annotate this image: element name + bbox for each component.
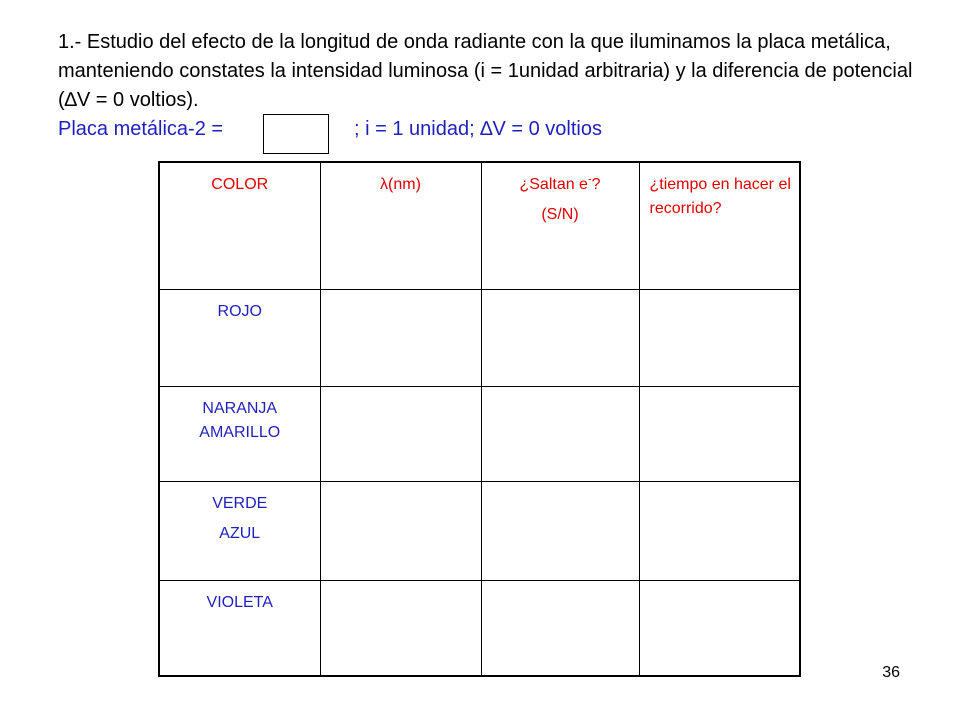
wavelength-cell[interactable] <box>320 387 481 482</box>
plate-input-box[interactable] <box>263 114 329 154</box>
row-color-line1: VERDE <box>212 495 268 512</box>
time-cell[interactable] <box>639 581 800 677</box>
row-color-line1: VIOLETA <box>206 594 273 611</box>
wavelength-cell[interactable] <box>320 290 481 387</box>
time-cell[interactable] <box>639 482 800 581</box>
header-electrons-superscript: - <box>587 173 592 186</box>
time-cell[interactable] <box>639 387 800 482</box>
header-electrons <box>481 162 639 290</box>
header-color: COLOR <box>159 162 320 290</box>
plate-conditions: ; i = 1 unidad; ∆V = 0 voltios <box>354 118 602 140</box>
table-header-row <box>159 162 800 290</box>
table-row <box>159 482 800 581</box>
row-color-label <box>159 581 320 677</box>
page-number: 36 <box>882 664 900 681</box>
experiment-table <box>158 161 801 677</box>
electrons-cell[interactable] <box>481 290 639 387</box>
electrons-cell[interactable] <box>481 581 639 677</box>
header-electrons-question: ? <box>591 176 601 193</box>
header-electrons-line1 <box>482 173 639 197</box>
header-electrons-text: ¿Saltan e <box>519 176 588 193</box>
intro-paragraph: 1.- Estudio del efecto de la longitud de onda radiante con la que iluminamos la placa metálica, manteniendo constates la intensidad luminosa (i = 1unidad arbitraria) y la diferencia de potencial (∆V = 0 voltios). <box>58 31 913 111</box>
row-color-label <box>159 482 320 581</box>
row-color-label <box>159 290 320 387</box>
row-color-line1: NARANJA <box>202 400 278 417</box>
row-color-line1: ROJO <box>217 303 262 320</box>
table-row <box>159 581 800 677</box>
time-cell[interactable] <box>639 290 800 387</box>
header-wavelength: λ(nm) <box>320 162 481 290</box>
row-color-label <box>159 387 320 482</box>
wavelength-cell[interactable] <box>320 482 481 581</box>
table-row <box>159 387 800 482</box>
plate-label: Placa metálica-2 = <box>58 118 224 140</box>
wavelength-cell[interactable] <box>320 581 481 677</box>
header-time: ¿tiempo en hacer el recorrido? <box>639 162 800 290</box>
row-color-line2: AMARILLO <box>199 424 281 441</box>
electrons-cell[interactable] <box>481 482 639 581</box>
table-row <box>159 290 800 387</box>
electrons-cell[interactable] <box>481 387 639 482</box>
header-electrons-sn: (S/N) <box>541 206 579 223</box>
row-color-line2: AZUL <box>219 525 261 542</box>
